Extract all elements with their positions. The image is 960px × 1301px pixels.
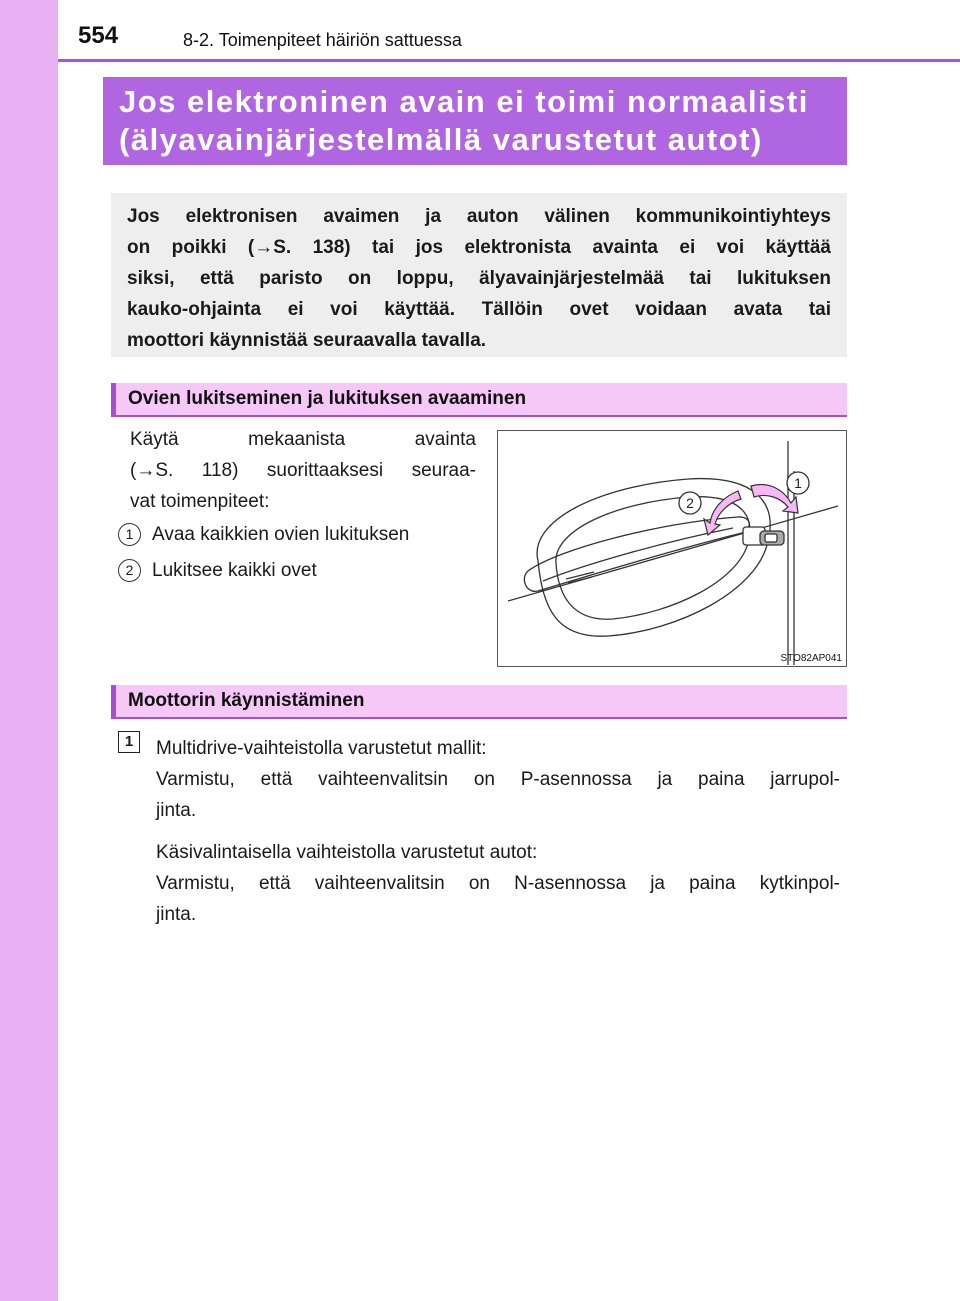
step-text: Lukitsee kaikki ovet <box>152 560 317 581</box>
title-line-2: (älyavainjärjestelmällä varustetut autot) <box>119 122 763 157</box>
intro-box <box>111 193 847 357</box>
title-line-1: Jos elektroninen avain ei toimi normaalisti <box>119 84 809 119</box>
intro-line: kauko-ohjainta ei voi käyttää. Tällöin ovet voidaan avata tai <box>127 299 831 320</box>
intro-line: on poikki (→S. 138) tai jos elektronista avainta ei voi käyttää <box>127 237 831 258</box>
door-lock-heading <box>111 383 847 417</box>
alt-text: jinta. <box>156 904 197 925</box>
alt-text: Varmistu, että vaihteenvalitsin on N-asennossa ja paina kytkinpol- <box>156 873 840 894</box>
step-unlock <box>118 521 409 548</box>
alt-label: Käsivalintaisella vaihteistolla varustetut autot: <box>156 842 538 863</box>
door-handle-illustration <box>497 430 847 667</box>
step-number-1: 1 <box>118 523 141 546</box>
manual-text: jinta. <box>156 800 197 821</box>
door-lock-heading-text: Ovien lukitseminen ja lukituksen avaaminen <box>128 388 527 409</box>
header-rule <box>58 59 960 62</box>
manual-text: Varmistu, että vaihteenvalitsin on P-asennossa ja paina jarrupol- <box>156 769 840 790</box>
instruction-line: (→S. 118) suorittaaksesi seuraa- <box>130 460 476 481</box>
intro-line: moottori käynnistää seuraavalla tavalla. <box>127 330 487 351</box>
manual-label: Multidrive-vaihteistolla varustetut mallit: <box>156 738 487 759</box>
side-band <box>0 0 58 1301</box>
page-number: 554 <box>78 22 119 49</box>
door-handle-drawing <box>498 431 845 665</box>
engine-start-instructions <box>156 733 840 930</box>
step-text: Avaa kaikkien ovien lukituksen <box>152 524 410 545</box>
intro-line: Jos elektronisen avaimen ja auton välinen kommunikointiyhteys <box>127 206 831 227</box>
engine-start-heading-text: Moottorin käynnistäminen <box>128 690 365 711</box>
callout-1: 1 <box>794 475 802 491</box>
instruction-line: Käytä mekaanista avainta <box>130 429 476 450</box>
step-number-box: 1 <box>118 731 140 753</box>
step-number-2: 2 <box>118 559 141 582</box>
figure-code: STO82AP041 <box>780 653 842 664</box>
page-title <box>103 77 847 165</box>
instruction-line: vat toimenpiteet: <box>130 491 270 512</box>
intro-line: siksi, että paristo on loppu, älyavainjärjestelmää tai lukituksen <box>127 268 831 289</box>
callout-2: 2 <box>686 495 694 511</box>
door-lock-instructions <box>130 424 476 517</box>
engine-start-heading <box>111 685 847 719</box>
section-label: 8-2. Toimenpiteet häiriön sattuessa <box>183 30 462 50</box>
step-lock <box>118 557 317 584</box>
